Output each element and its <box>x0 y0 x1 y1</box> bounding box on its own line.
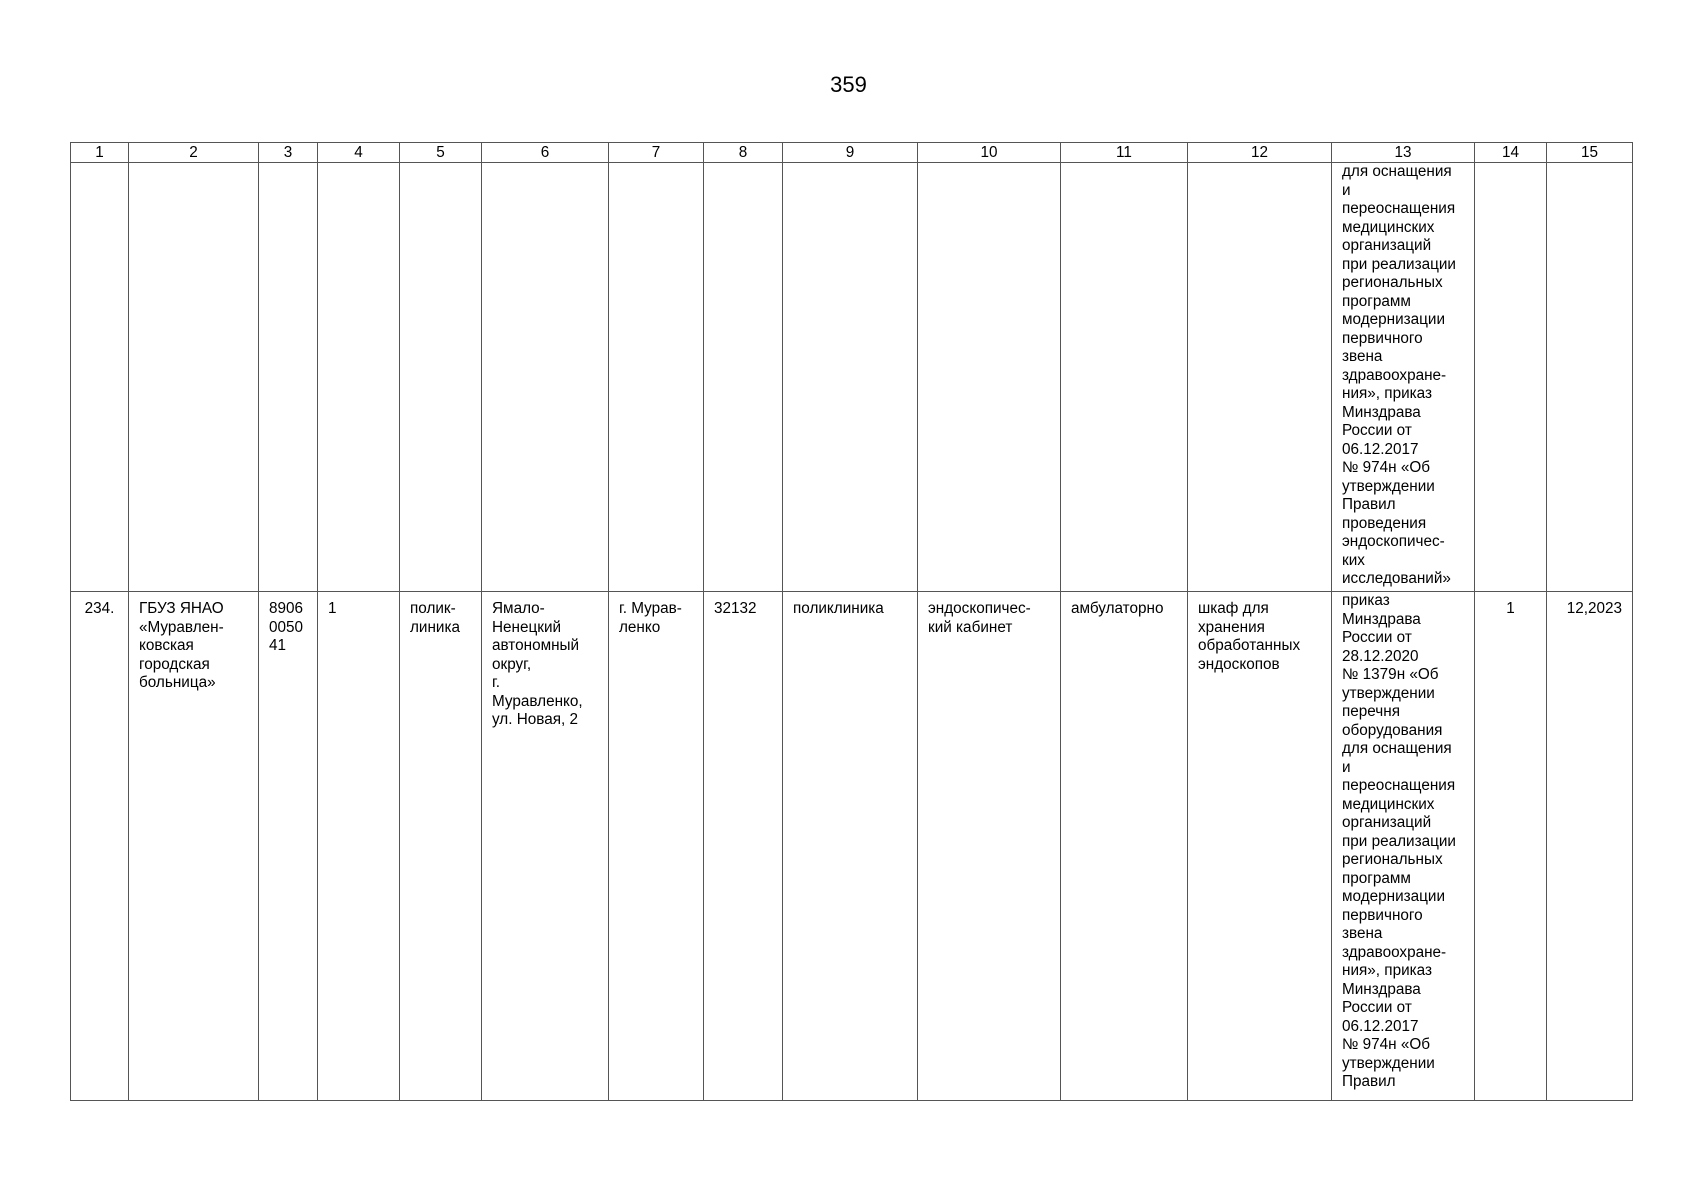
cell-empty <box>783 163 918 592</box>
header-col-1: 1 <box>71 143 129 163</box>
header-col-5: 5 <box>400 143 482 163</box>
header-col-2: 2 <box>129 143 259 163</box>
col-4-text: 1 <box>328 600 337 617</box>
cell-quantity <box>1475 592 1547 1101</box>
header-col-9: 9 <box>783 143 918 163</box>
cell-empty <box>318 163 400 592</box>
header-col-7: 7 <box>609 143 704 163</box>
organization-text: ГБУЗ ЯНАО «Муравлен- ковская городская больница» <box>139 600 224 691</box>
equipment-table <box>70 142 1633 1101</box>
care-type-text: амбулаторно <box>1071 600 1164 617</box>
cell-legal-basis <box>1332 592 1475 1101</box>
cell-empty <box>704 163 783 592</box>
cell-empty <box>918 163 1061 592</box>
cell-care-type <box>1061 592 1188 1101</box>
cell-empty <box>129 163 259 592</box>
table-row-continuation <box>71 163 1633 592</box>
cell-address <box>482 592 609 1101</box>
cell-legal-basis <box>1332 163 1475 592</box>
date-text: 12,2023 <box>1566 600 1622 617</box>
cell-division <box>783 592 918 1101</box>
cell-empty <box>1188 163 1332 592</box>
header-col-4: 4 <box>318 143 400 163</box>
cell-empty <box>1475 163 1547 592</box>
cell-facility-type <box>400 592 482 1101</box>
city-text: г. Мурав- ленко <box>619 600 682 636</box>
code-text: 32132 <box>714 600 757 617</box>
cell-equipment <box>1188 592 1332 1101</box>
header-col-12: 12 <box>1188 143 1332 163</box>
page-number: 359 <box>830 72 867 97</box>
cell-row-number <box>71 592 129 1101</box>
header-col-6: 6 <box>482 143 609 163</box>
cell-empty <box>71 163 129 592</box>
cell-code <box>704 592 783 1101</box>
cell-cabinet <box>918 592 1061 1101</box>
cell-empty <box>400 163 482 592</box>
equipment-text: шкаф для хранения обработанных эндоскопов <box>1198 600 1301 673</box>
legal-basis-text: приказ Минздрава России от 28.12.2020 № 1379н «Об утверждении перечня оборудования для оснащения и переоснащения медицинских организаций при реализации региональных программ модернизации первичного звена здравоохране- ния», приказ Минздрава России от 06.12.2017 № 974н «Об утверждении Правил <box>1342 592 1456 1090</box>
cabinet-text: эндоскопичес- кий кабинет <box>928 600 1031 636</box>
table-row-234 <box>71 592 1633 1101</box>
quantity-text: 1 <box>1506 600 1515 617</box>
header-col-14: 14 <box>1475 143 1547 163</box>
cell-empty <box>1061 163 1188 592</box>
address-text: Ямало- Ненецкий автономный округ, г. Муравленко, ул. Новая, 2 <box>492 600 583 728</box>
header-col-10: 10 <box>918 143 1061 163</box>
facility-type-text: полик- линика <box>410 600 460 636</box>
header-col-3: 3 <box>259 143 318 163</box>
cell-city <box>609 592 704 1101</box>
cell-date <box>1547 592 1633 1101</box>
cell-col-4 <box>318 592 400 1101</box>
header-col-8: 8 <box>704 143 783 163</box>
cell-empty <box>482 163 609 592</box>
header-col-13: 13 <box>1332 143 1475 163</box>
header-col-11: 11 <box>1061 143 1188 163</box>
cell-empty <box>609 163 704 592</box>
cell-organization <box>129 592 259 1101</box>
header-col-15: 15 <box>1547 143 1633 163</box>
legal-basis-text: для оснащения и переоснащения медицинских организаций при реализации региональных программ модернизации первичного звена здравоохране- ния», приказ Минздрава России от 06.12.2017 № 974н «Об утверждении Правил проведения эндоскопичес- ких исследований» <box>1342 163 1456 587</box>
division-text: поликлиника <box>793 600 884 617</box>
row-number-text: 234. <box>84 600 115 617</box>
header-row <box>71 143 1633 163</box>
cell-inn <box>259 592 318 1101</box>
inn-text: 8906 0050 41 <box>269 600 304 654</box>
cell-empty <box>1547 163 1633 592</box>
cell-empty <box>259 163 318 592</box>
